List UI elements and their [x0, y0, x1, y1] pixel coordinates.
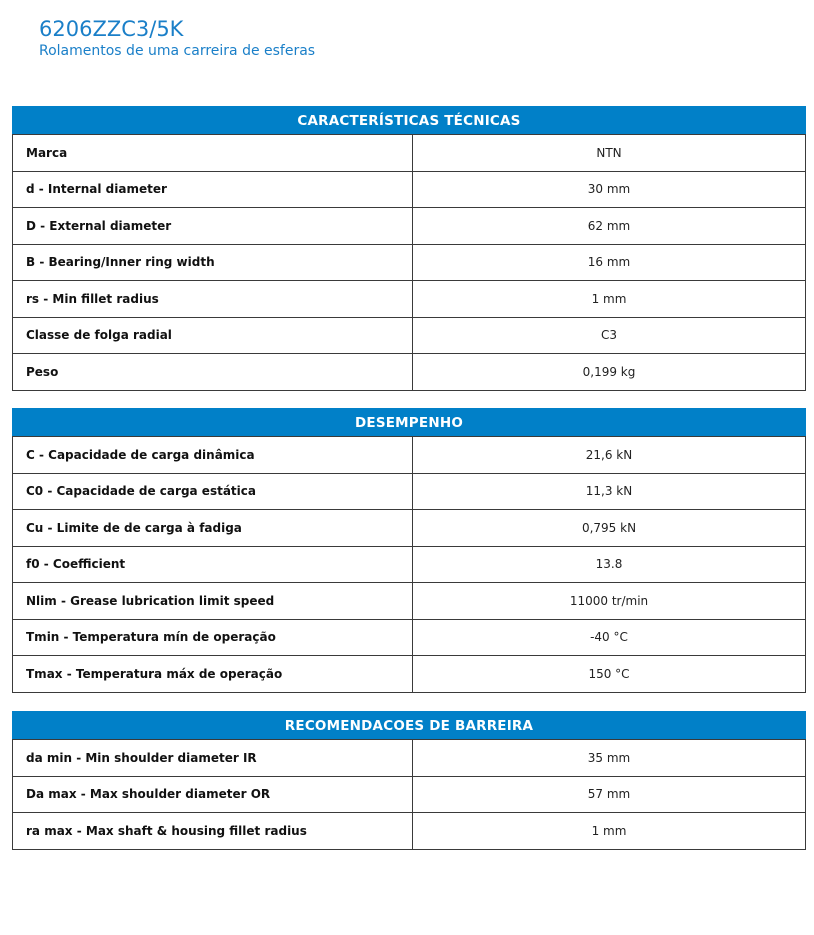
spec-value: 0,199 kg [413, 354, 806, 391]
table-row [13, 354, 806, 391]
spec-label: Tmax - Temperatura máx de operação [13, 656, 413, 693]
product-code: 6206ZZC3/5K [39, 17, 184, 41]
table-row [13, 619, 806, 656]
section-header: CARACTERÍSTICAS TÉCNICAS [12, 106, 806, 134]
table-row [13, 776, 806, 813]
section-header: RECOMENDACOES DE BARREIRA [12, 711, 806, 739]
spec-value: -40 °C [413, 619, 806, 656]
spec-label: Marca [13, 135, 413, 172]
table-row [13, 510, 806, 547]
table-row [13, 740, 806, 777]
product-header [39, 16, 315, 60]
spec-value: 57 mm [413, 776, 806, 813]
spec-value: 30 mm [413, 171, 806, 208]
spec-table [12, 436, 806, 693]
product-subtitle: Rolamentos de uma carreira de esferas [39, 43, 316, 59]
spec-label: rs - Min fillet radius [13, 281, 413, 318]
spec-table [12, 739, 806, 850]
spec-value: 0,795 kN [413, 510, 806, 547]
spec-label: B - Bearing/Inner ring width [13, 244, 413, 281]
spec-label: Da max - Max shoulder diameter OR [13, 776, 413, 813]
section-technical-characteristics [12, 106, 806, 391]
spec-value: 1 mm [413, 813, 806, 850]
table-row [13, 437, 806, 474]
table-row [13, 171, 806, 208]
spec-label: da min - Min shoulder diameter IR [13, 740, 413, 777]
spec-label: D - External diameter [13, 208, 413, 245]
spec-label: C - Capacidade de carga dinâmica [13, 437, 413, 474]
spec-value: 21,6 kN [413, 437, 806, 474]
spec-label: d - Internal diameter [13, 171, 413, 208]
table-row [13, 813, 806, 850]
table-row [13, 281, 806, 318]
spec-value: 11,3 kN [413, 473, 806, 510]
spec-table [12, 134, 806, 391]
spec-value: 1 mm [413, 281, 806, 318]
spec-value: C3 [413, 317, 806, 354]
table-row [13, 135, 806, 172]
spec-value: 35 mm [413, 740, 806, 777]
spec-value: NTN [413, 135, 806, 172]
table-row [13, 244, 806, 281]
spec-label: ra max - Max shaft & housing fillet radius [13, 813, 413, 850]
spec-value: 11000 tr/min [413, 583, 806, 620]
section-header: DESEMPENHO [12, 408, 806, 436]
table-row [13, 546, 806, 583]
spec-value: 16 mm [413, 244, 806, 281]
table-row [13, 583, 806, 620]
spec-label: Cu - Limite de de carga à fadiga [13, 510, 413, 547]
table-row [13, 208, 806, 245]
spec-label: Classe de folga radial [13, 317, 413, 354]
section-performance [12, 408, 806, 693]
spec-value: 62 mm [413, 208, 806, 245]
spec-label: Peso [13, 354, 413, 391]
spec-value: 150 °C [413, 656, 806, 693]
spec-label: Nlim - Grease lubrication limit speed [13, 583, 413, 620]
table-row [13, 317, 806, 354]
spec-value: 13.8 [413, 546, 806, 583]
spec-label: Tmin - Temperatura mín de operação [13, 619, 413, 656]
spec-label: f0 - Coefficient [13, 546, 413, 583]
table-row [13, 656, 806, 693]
table-row [13, 473, 806, 510]
section-barrier-recommendations [12, 711, 806, 850]
spec-label: C0 - Capacidade de carga estática [13, 473, 413, 510]
